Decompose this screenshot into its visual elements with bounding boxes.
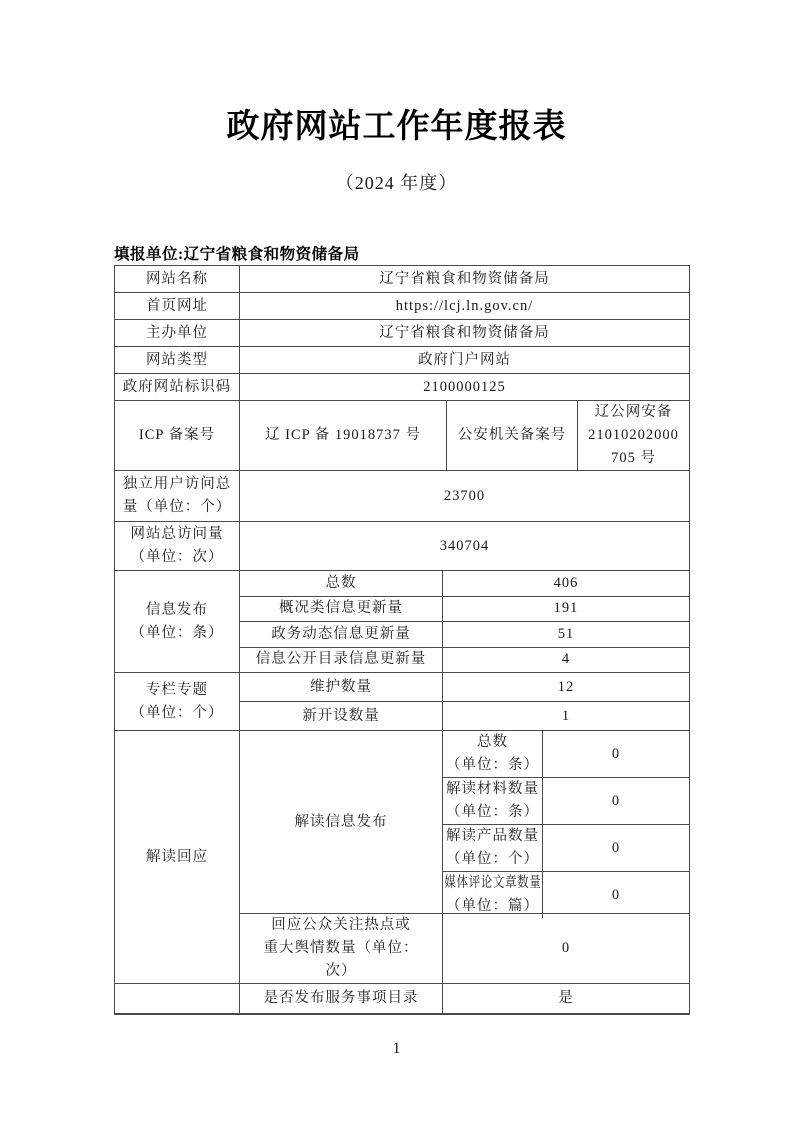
section-special-columns (115, 673, 689, 731)
table-row-new-count: 新开设数量 1 (240, 702, 689, 730)
page-number: 1 (392, 1040, 401, 1057)
icp-value: 辽 ICP 备 19018737 号 (240, 401, 447, 470)
row-label: 首页网址 (115, 293, 240, 319)
security-filing-label: 公安机关备案号 (447, 401, 578, 470)
row-value: 是 (558, 990, 574, 1006)
row-value: 政府门户网站 (418, 351, 511, 368)
section-info-publish (115, 571, 689, 673)
table-row-interpret-materials: 解读材料数量 （单位：条） 0 (443, 778, 689, 825)
section-rows (240, 571, 689, 672)
report-year: （2024 年度） (335, 173, 458, 193)
row-value: 340704 (439, 537, 490, 554)
row-label: 网站名称 (115, 266, 240, 292)
table-row-site-name (115, 266, 689, 293)
report-unit: 填报单位:辽宁省粮食和物资储备局 (114, 246, 360, 263)
row-label: 主办单位 (115, 320, 240, 346)
table-row-info-total: 总数 406 (240, 571, 689, 597)
row-value: 辽宁省粮食和物资储备局 (379, 270, 550, 287)
page-title: 政府网站工作年度报表 (226, 107, 567, 144)
annual-report-table (114, 265, 690, 1015)
empty-cell (115, 984, 240, 1013)
row-value: 23700 (443, 487, 486, 504)
table-row-icp (115, 401, 689, 471)
table-row-hotspot-response: 回应公众关注热点或 重大舆情数量（单位： 次） 0 (240, 914, 689, 983)
section-rows (240, 673, 689, 730)
row-label: 独立用户访问总 量（单位：个） (115, 471, 240, 521)
table-row-organizer (115, 320, 689, 347)
table-row-interpret-total: 总数 （单位：条） 0 (443, 731, 689, 778)
security-filing-value (578, 401, 689, 470)
icp-label: ICP 备案号 (115, 401, 240, 470)
section-rows (240, 731, 689, 983)
section-label: 专栏专题 （单位：个） (115, 673, 240, 730)
table-row-directory-updates: 信息公开目录信息更新量 4 (240, 648, 689, 673)
section-interpret-response (115, 731, 689, 984)
table-row-total-visits (115, 522, 689, 571)
table-row-gov-news-updates: 政务动态信息更新量 51 (240, 622, 689, 648)
section-label: 信息发布 （单位：条） (115, 571, 240, 672)
table-row-site-id-code (115, 374, 689, 401)
section-label: 解读回应 (115, 731, 240, 983)
table-row-unique-visitors (115, 471, 689, 522)
table-row-media-articles: 媒体评论文章数量 （单位：篇） 0 (443, 872, 689, 918)
row-label: 网站类型 (115, 347, 240, 373)
row-label: 网站总访问量 （单位：次） (115, 522, 240, 570)
table-row-interpret-products: 解读产品数量 （单位：个） 0 (443, 825, 689, 872)
row-label: 是否发布服务事项目录 (240, 984, 443, 1013)
table-row-site-type (115, 347, 689, 374)
security-filing-line: 辽公网安备 (594, 404, 673, 420)
interpret-publish-block (240, 731, 689, 914)
row-value: https://lcj.ln.gov.cn/ (395, 297, 534, 314)
row-value: 2100000125 (423, 378, 506, 395)
table-row-homepage-url (115, 293, 689, 320)
row-label: 政府网站标识码 (115, 374, 240, 400)
table-row-overview-updates: 概况类信息更新量 191 (240, 597, 689, 623)
table-row-maintained-count: 维护数量 12 (240, 673, 689, 702)
row-value: 辽宁省粮食和物资储备局 (379, 324, 550, 341)
security-filing-line: 705 号 (611, 450, 656, 466)
interpret-publish-label: 解读信息发布 (240, 731, 443, 913)
security-filing-line: 21010202000 (588, 427, 679, 443)
table-row-service-directory (115, 984, 689, 1013)
